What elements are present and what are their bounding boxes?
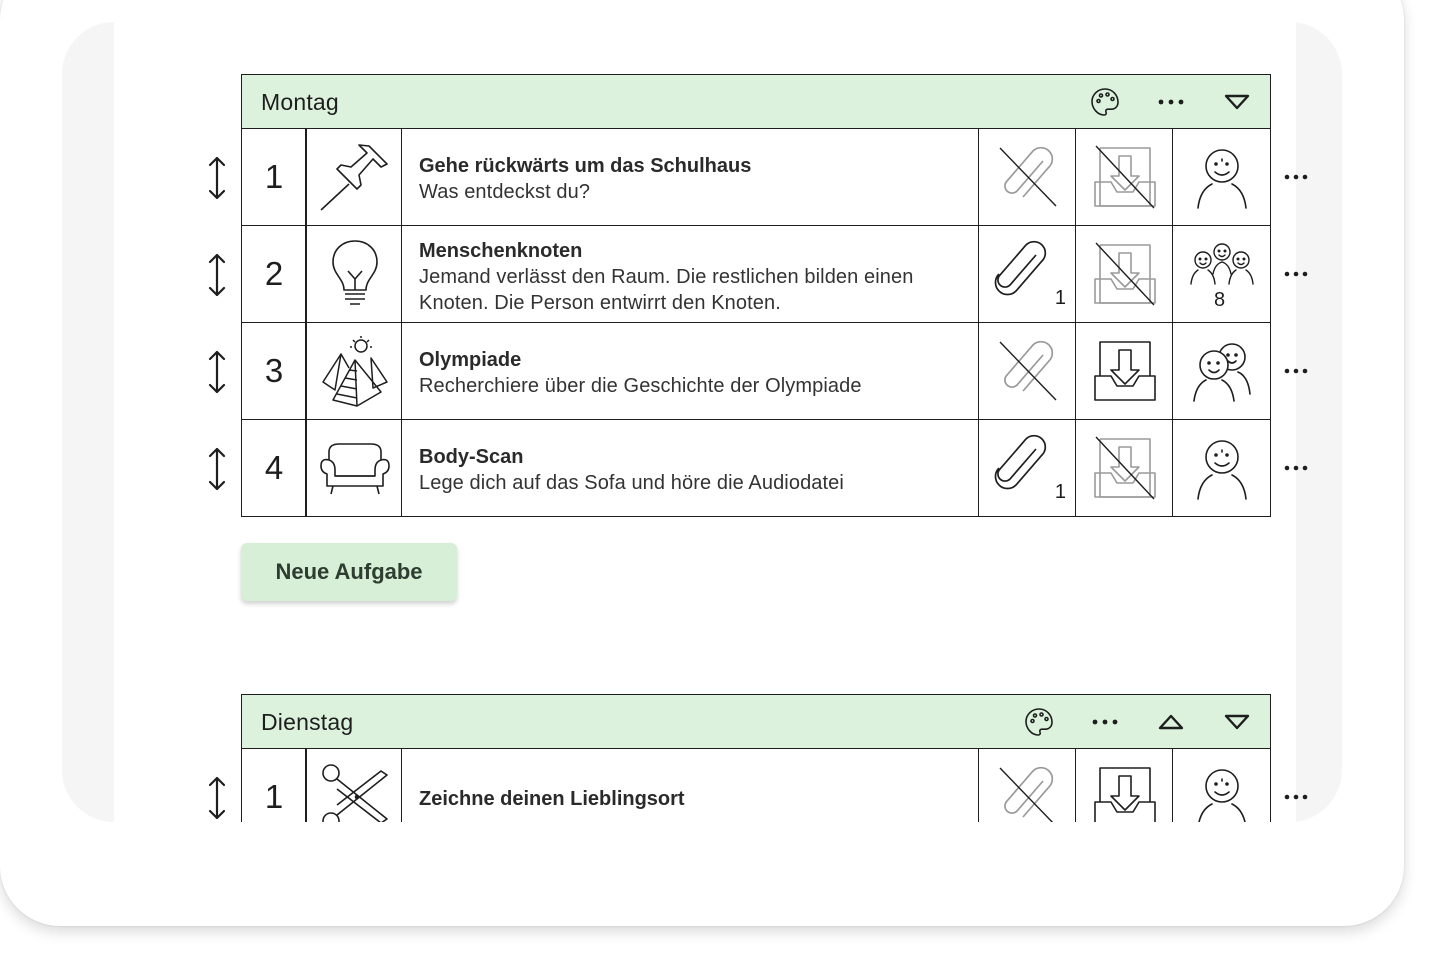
no-attachment-icon bbox=[996, 338, 1060, 404]
day-header-montag bbox=[241, 74, 1271, 130]
task-number: 1 bbox=[241, 748, 307, 822]
task-number: 4 bbox=[241, 419, 307, 517]
day-title: Dienstag bbox=[261, 708, 354, 735]
attachment-cell[interactable] bbox=[978, 225, 1077, 323]
attachment-cell[interactable] bbox=[978, 748, 1077, 822]
task-title: Gehe rückwärts um das Schulhaus bbox=[419, 155, 752, 177]
day-title: Montag bbox=[261, 88, 339, 115]
group-cell[interactable] bbox=[1172, 322, 1271, 420]
attachment-cell[interactable] bbox=[978, 419, 1077, 517]
scissors-icon bbox=[317, 759, 393, 822]
group-size: 8 bbox=[1214, 289, 1226, 311]
single-person-icon bbox=[1192, 764, 1252, 822]
single-person-icon bbox=[1192, 435, 1252, 501]
row-more-icon[interactable] bbox=[1278, 453, 1314, 483]
drag-handle-icon[interactable] bbox=[202, 773, 232, 822]
attachment-count: 1 bbox=[1054, 481, 1066, 503]
drag-handle-icon[interactable] bbox=[202, 250, 232, 300]
task-description: Was entdeckst du? bbox=[419, 181, 591, 203]
content-area bbox=[114, 22, 1296, 822]
submission-disabled-icon bbox=[1092, 142, 1158, 212]
row-more-icon[interactable] bbox=[1278, 162, 1314, 192]
sofa-icon bbox=[317, 440, 393, 496]
group-cell[interactable] bbox=[1172, 419, 1271, 517]
task-row[interactable] bbox=[241, 225, 1271, 323]
drag-handle-icon[interactable] bbox=[202, 153, 232, 203]
pair-people-icon bbox=[1190, 339, 1254, 403]
paperclip-icon bbox=[989, 238, 1053, 304]
group-people-icon bbox=[1189, 240, 1255, 286]
group-cell[interactable] bbox=[1172, 225, 1271, 323]
paperclip-icon bbox=[989, 432, 1053, 498]
day-header-dienstag bbox=[241, 694, 1271, 750]
move-up-triangle-icon[interactable] bbox=[1138, 695, 1204, 749]
new-task-button[interactable]: Neue Aufgabe bbox=[241, 543, 457, 601]
drag-handle-icon[interactable] bbox=[202, 347, 232, 397]
attachment-cell[interactable] bbox=[978, 322, 1077, 420]
submission-cell[interactable] bbox=[1075, 128, 1174, 226]
group-cell[interactable] bbox=[1172, 748, 1271, 822]
row-more-icon[interactable] bbox=[1278, 259, 1314, 289]
attachment-cell[interactable] bbox=[978, 128, 1077, 226]
group-cell[interactable] bbox=[1172, 128, 1271, 226]
no-attachment-icon bbox=[996, 144, 1060, 210]
task-number: 1 bbox=[241, 128, 307, 226]
submission-disabled-icon bbox=[1092, 433, 1158, 503]
task-row[interactable] bbox=[241, 322, 1271, 420]
row-more-icon[interactable] bbox=[1278, 782, 1314, 812]
drag-handle-icon[interactable] bbox=[202, 444, 232, 494]
task-description: Lege dich auf das Sofa und höre die Audiodatei bbox=[419, 472, 844, 494]
lightbulb-icon bbox=[328, 237, 382, 311]
submission-disabled-icon bbox=[1092, 239, 1158, 309]
row-more-icon[interactable] bbox=[1278, 356, 1314, 386]
pushpin-icon bbox=[317, 140, 393, 214]
task-title: Olympiade bbox=[419, 349, 522, 371]
task-row[interactable] bbox=[241, 748, 1271, 822]
task-row[interactable] bbox=[241, 128, 1271, 226]
more-options-icon[interactable] bbox=[1072, 695, 1138, 749]
task-title: Menschenknoten bbox=[419, 240, 583, 262]
task-number: 3 bbox=[241, 322, 307, 420]
task-title: Body-Scan bbox=[419, 446, 524, 468]
more-options-icon[interactable] bbox=[1138, 75, 1204, 129]
pyramids-icon bbox=[319, 334, 391, 408]
collapse-triangle-down-icon[interactable] bbox=[1204, 75, 1270, 129]
collapse-triangle-down-icon[interactable] bbox=[1204, 695, 1270, 749]
task-description: Recherchiere über die Geschichte der Olympiade bbox=[419, 375, 862, 397]
task-title: Zeichne deinen Lieblingsort bbox=[419, 788, 685, 810]
attachment-count: 1 bbox=[1054, 287, 1066, 309]
task-row[interactable] bbox=[241, 419, 1271, 517]
no-attachment-icon bbox=[996, 764, 1060, 822]
single-person-icon bbox=[1192, 144, 1252, 210]
submission-cell[interactable] bbox=[1075, 419, 1174, 517]
palette-icon[interactable] bbox=[1072, 75, 1138, 129]
task-description: Jemand verlässt den Raum. Die restlichen bilden einen Knoten. Die Person entwirrt den Knoten. bbox=[419, 266, 914, 314]
screen bbox=[62, 22, 1342, 822]
submission-inbox-icon bbox=[1092, 762, 1158, 822]
submission-cell[interactable] bbox=[1075, 322, 1174, 420]
submission-cell[interactable] bbox=[1075, 748, 1174, 822]
submission-cell[interactable] bbox=[1075, 225, 1174, 323]
palette-icon[interactable] bbox=[1006, 695, 1072, 749]
task-number: 2 bbox=[241, 225, 307, 323]
submission-inbox-icon bbox=[1092, 336, 1158, 406]
